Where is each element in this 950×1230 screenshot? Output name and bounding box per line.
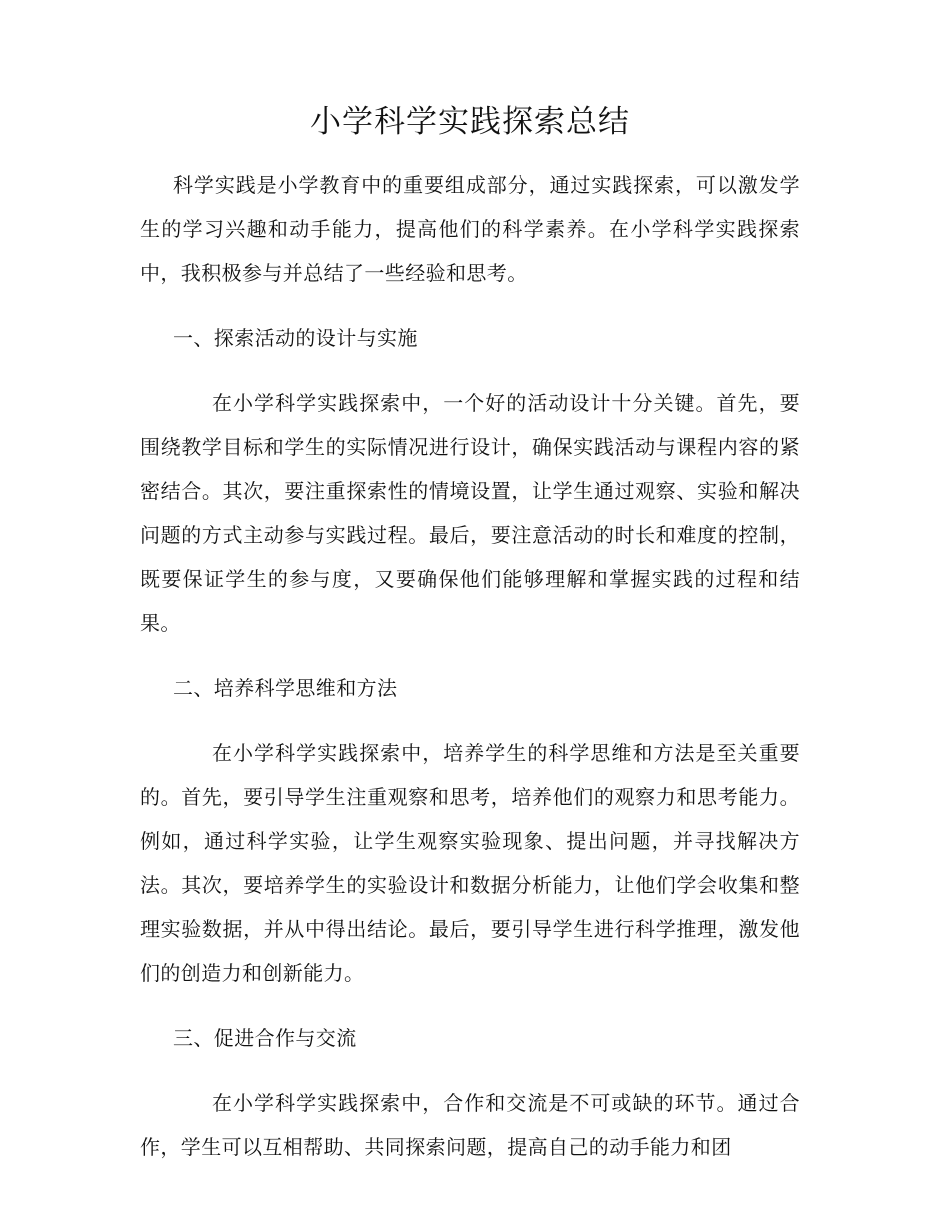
document-content bbox=[140, 92, 800, 1169]
section-3-heading: 三、促进合作与交流 bbox=[173, 1026, 357, 1050]
section-1-heading: 一、探索活动的设计与实施 bbox=[173, 326, 418, 350]
intro-paragraph: 科学实践是小学教育中的重要组成部分，通过实践探索，可以激发学生的学习兴趣和动手能力，提高他们的科学素养。在小学科学实践探索中，我积极参与并总结了一些经验和思考。 bbox=[140, 173, 800, 285]
section-1-body: 在小学科学实践探索中，一个好的活动设计十分关键。首先，要围绕教学目标和学生的实际情况进行设计，确保实践活动与课程内容的紧密结合。其次，要注重探索性的情境设置，让学生通过观察、实验和解决问题的方式主动参与实践过程。最后，要注意活动的时长和难度的控制，既要保证学生的参与度，又要确保他们能够理解和掌握实践的过程和结果。 bbox=[140, 391, 800, 635]
document-title: 小学科学实践探索总结 bbox=[310, 104, 630, 140]
section-3-body: 在小学科学实践探索中，合作和交流是不可或缺的环节。通过合作，学生可以互相帮助、共同探索问题，提高自己的动手能力和团 bbox=[140, 1091, 800, 1159]
section-2-heading: 二、培养科学思维和方法 bbox=[173, 676, 398, 700]
section-2-body: 在小学科学实践探索中，培养学生的科学思维和方法是至关重要的。首先，要引导学生注重观察和思考，培养他们的观察力和思考能力。例如，通过科学实验，让学生观察实验现象、提出问题，并寻找解决方法。其次，要培养学生的实验设计和数据分析能力，让他们学会收集和整理实验数据，并从中得出结论。最后，要引导学生进行科学推理，激发他们的创造力和创新能力。 bbox=[140, 741, 800, 985]
